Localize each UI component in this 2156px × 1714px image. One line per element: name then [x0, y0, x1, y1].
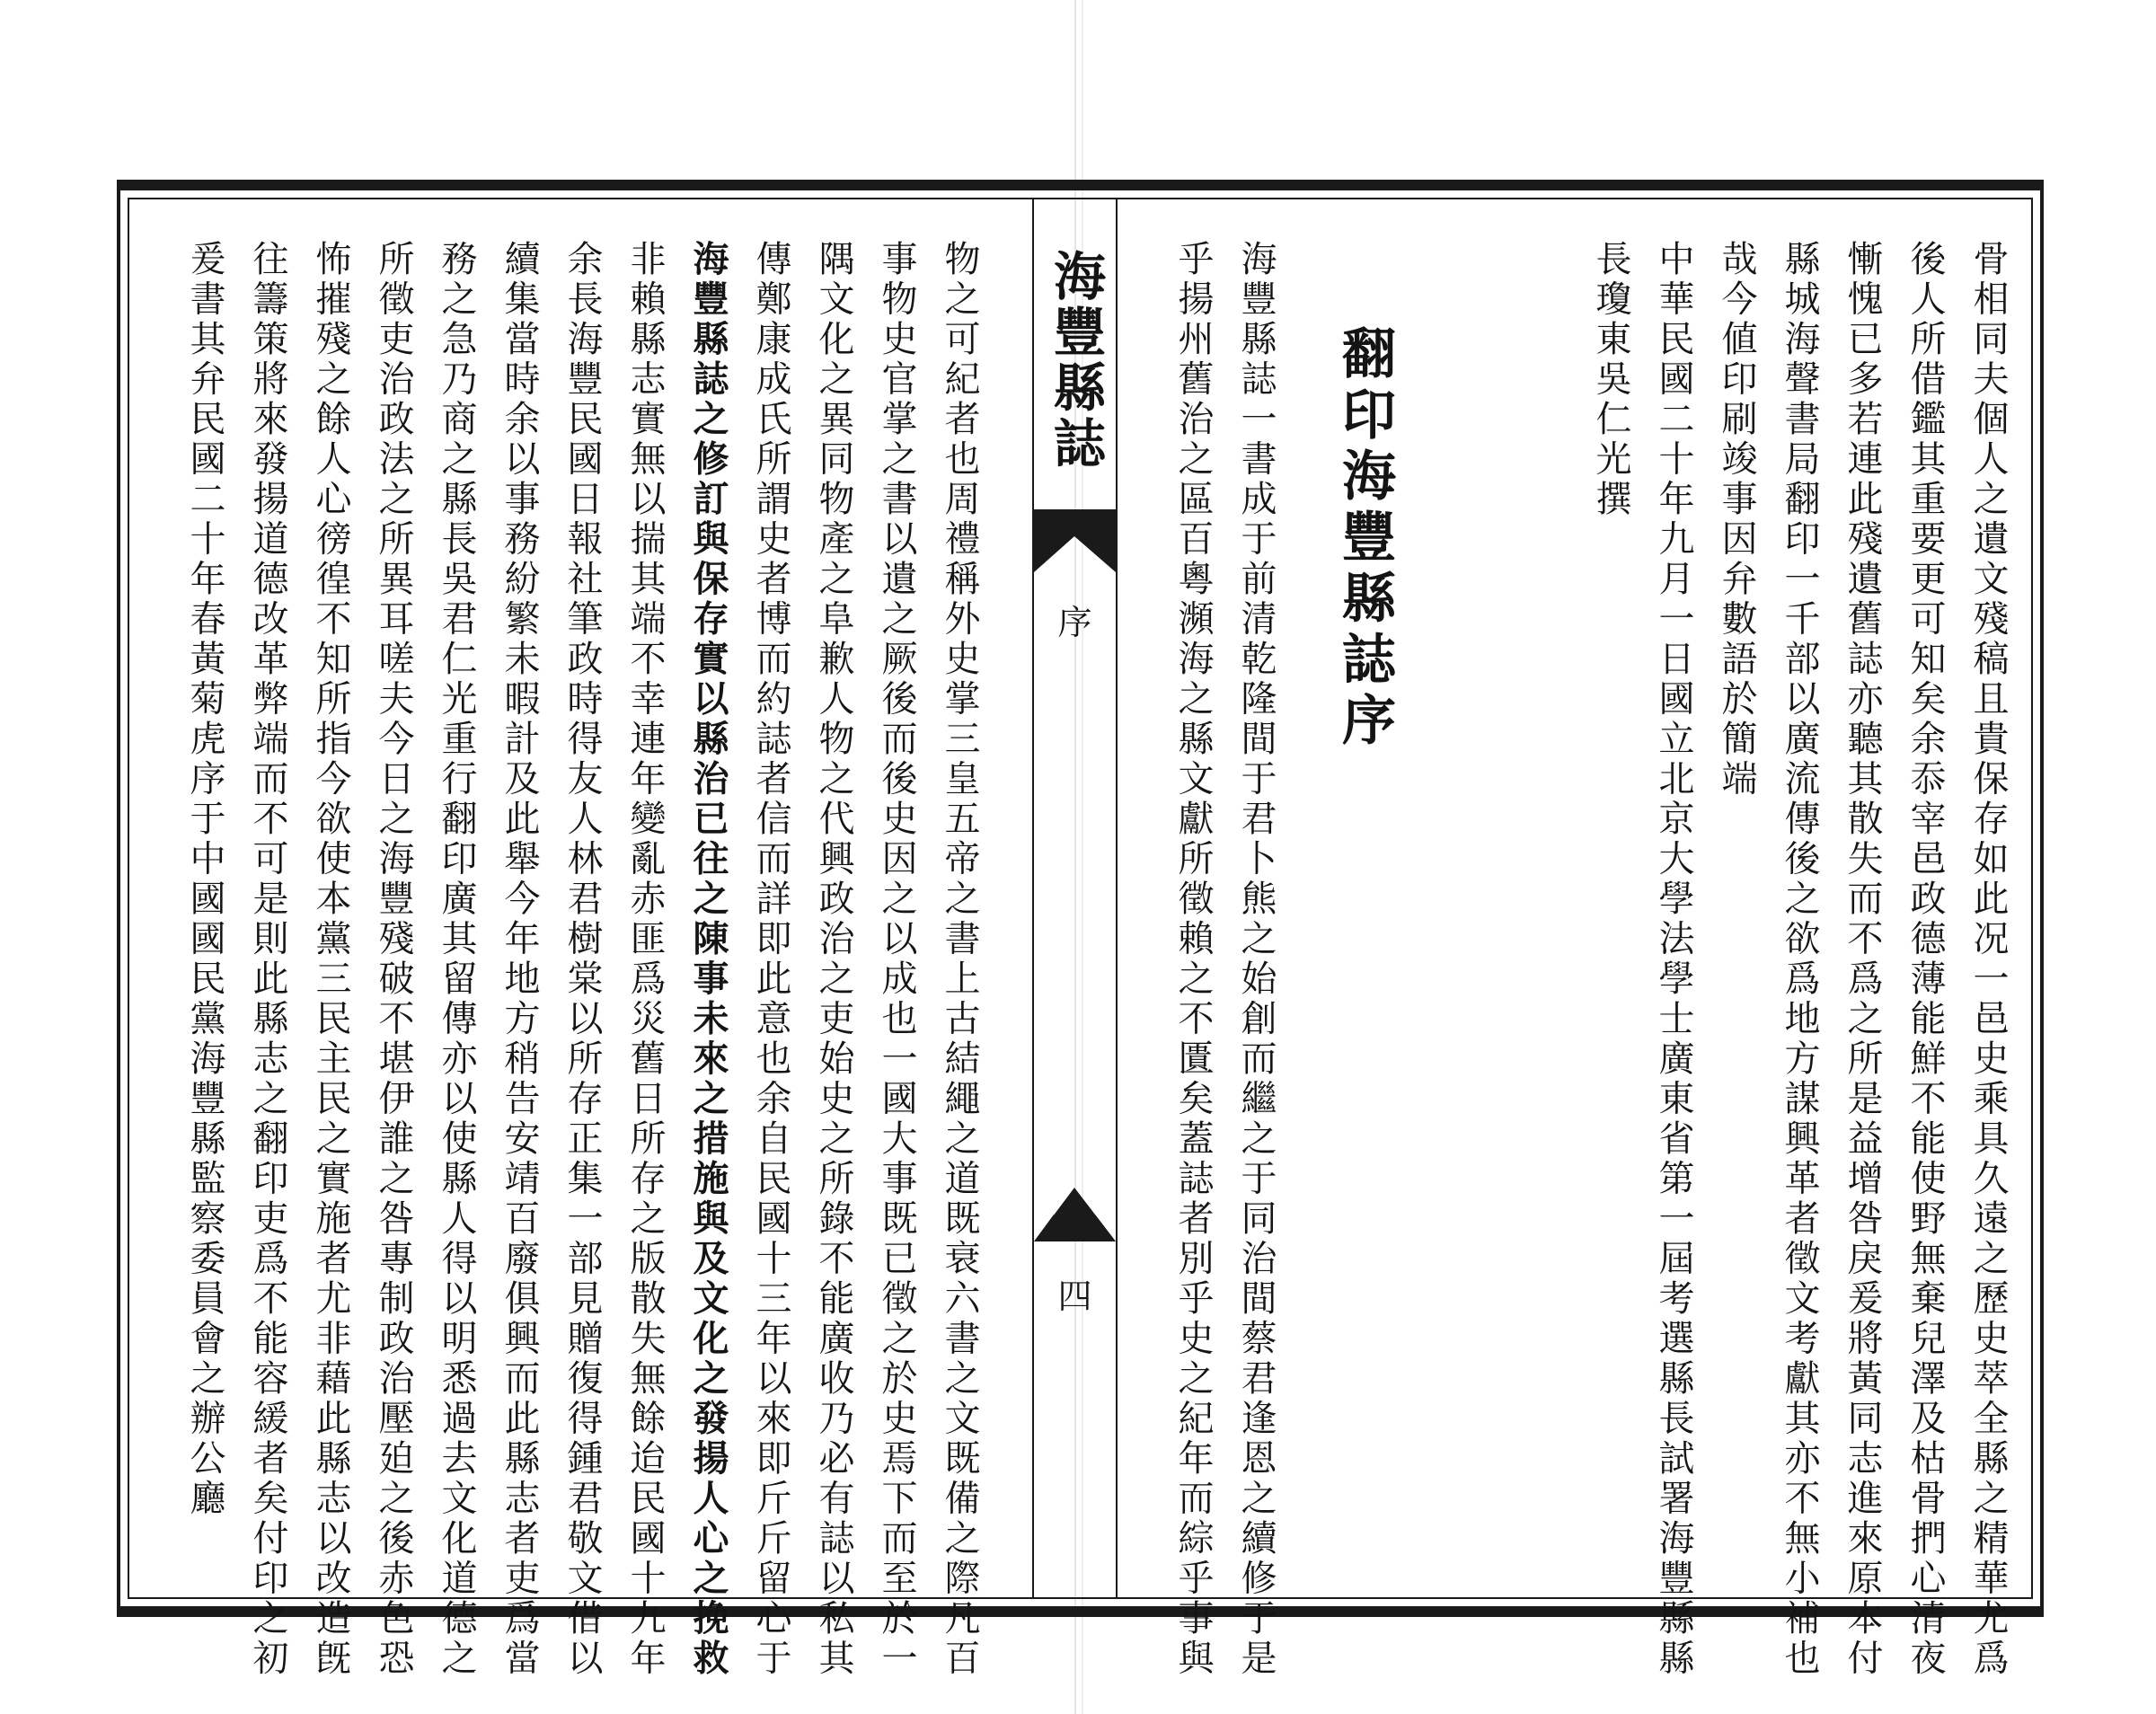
- left-text-line-9: 務之急乃商之縣長吳君仁光重行翻印廣其留傳亦以使縣人得以明悉過去文化道德之: [436, 240, 477, 1679]
- left-text-line-4: 傳鄭康成氏所謂史者博而約誌者信而詳即此意也余自民國十三年以來即斤斤留心于: [750, 240, 791, 1679]
- right-text-line-6: 中華民國二十年九月一日國立北京大學法學士廣東省第一屆考選縣長試署海豐縣縣: [1653, 240, 1694, 1679]
- right-text-line-9: 乎揚州舊治之區百粵瀕海之縣文獻所徵賴之不匱矣蓋誌者別乎史之紀年而綜乎事與: [1172, 240, 1214, 1679]
- page-number: 四: [1057, 1277, 1092, 1316]
- preface-heading: 翻印海豐縣誌序: [1333, 325, 1396, 753]
- fishtail-ornament-icon: [1034, 509, 1116, 572]
- right-text-line-5: 哉今値印刷竣事因弁數語於簡端: [1716, 240, 1757, 800]
- left-text-line-11: 怖摧殘之餘人心徬徨不知所指今欲使本黨三民主民之實施者尤非藉此縣志以改造旣: [310, 240, 351, 1679]
- left-text-line-5: 海豐縣誌之修訂與保存實以縣治已往之陳事未來之措施與及文化之發揚人心之挽救: [687, 240, 729, 1679]
- left-text-line-3: 隅文化之異同物產之阜歉人物之代興政治之吏始史之所錄不能廣收乃必有誌以私其: [813, 240, 854, 1679]
- left-text-line-12: 往籌策將來發揚道德改革弊端而不可是則此縣志之翻印吏爲不能容緩者矣付印之初: [247, 240, 288, 1679]
- right-text-line-1: 骨相同夫個人之遺文殘稿且貴保存如此况一邑史乘具久遠之歷史萃全縣之精華尤爲: [1967, 240, 2009, 1679]
- section-label: 序: [1057, 603, 1092, 642]
- book-title: 海豐縣誌: [1045, 249, 1106, 472]
- right-text-line-4: 縣城海聲書局翻印一千部以廣流傳後之欲爲地方謀興革者徵文考獻其亦不無小補也: [1779, 240, 1820, 1679]
- left-text-line-1: 物之可紀者也周禮稱外史掌三皇五帝之書上古結繩之道既衰六書之文既備之際凡百: [939, 240, 980, 1679]
- page-inner-border: [128, 198, 2033, 1679]
- left-text-line-6: 非賴縣志實無以揣其端不幸連年變亂赤匪爲災舊日所存之版散失無餘迨民國十九年: [624, 240, 666, 1679]
- right-text-line-3: 慚愧已多若連此殘遺舊誌亦聽其散失而不爲之所是益增咎戾爰將黃同志進來原本付: [1842, 240, 1883, 1679]
- left-text-line-2: 事物史官掌之書以遺之厥後而後史因之以成也一國大事既已徵之於史焉下而至於一: [876, 240, 917, 1679]
- left-text-line-7: 余長海豐民國日報社筆政時得友人林君樹棠以所存正集一部見贈復得鍾君敬文借以: [561, 240, 603, 1679]
- right-text-line-8: 海豐縣誌一書成于前清乾隆間于君卜熊之始創而繼之于同治間蔡君逢恩之續修于是: [1235, 240, 1277, 1679]
- left-text-line-13: 爰書其弁民國二十年春黃菊虎序于中國國民黨海豐縣監察委員會之辦公廳: [184, 240, 225, 1519]
- right-text-line-2: 後人所借鑑其重要更可知矣余忝宰邑政德薄能鮮不能使野無棄兒澤及枯骨捫心清夜: [1904, 240, 1946, 1679]
- left-text-line-10: 所徵吏治政法之所異耳嗟夫今日之海豐殘破不堪伊誰之咎專制政治壓廹之後赤色恐: [373, 240, 414, 1679]
- right-text-line-7: 長瓊東吳仁光撰: [1590, 240, 1631, 520]
- left-text-line-8: 續集當時余以事務紛繁未暇計及此舉今年地方稍告安靖百廢俱興而此縣志者吏爲當: [499, 240, 540, 1679]
- center-margin-column: [1032, 199, 1118, 1597]
- fishtail-ornament-icon: [1034, 1179, 1116, 1241]
- page-frame: [117, 180, 2044, 1679]
